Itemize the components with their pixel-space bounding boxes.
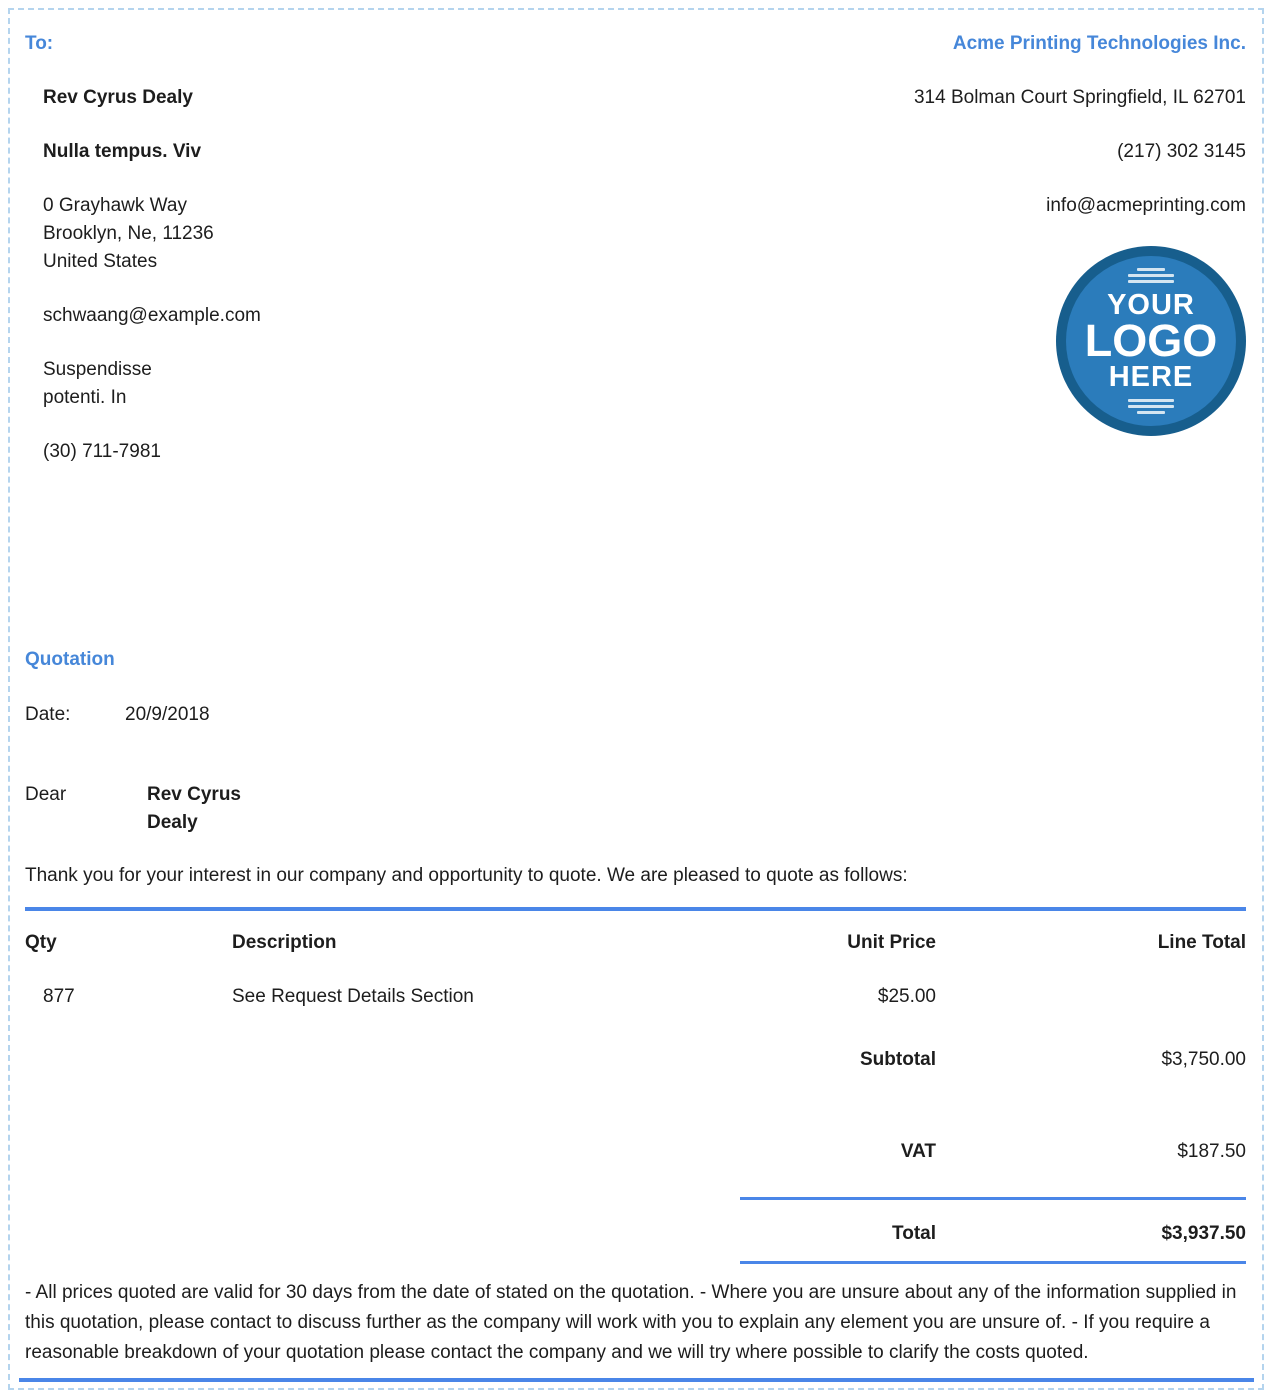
to-label: To: [25,33,54,54]
quotation-document [8,8,1264,1390]
recipient-phone: (30) 711-7981 [43,441,161,462]
recipient-block [25,30,636,492]
logo-text-logo: LOGO [1084,315,1218,366]
salutation-label: Dear [25,784,67,805]
total-label: Total [892,1223,936,1244]
subtotal-value: $3,750.00 [1161,1049,1246,1070]
recipient-organization: Nulla tempus. Viv [43,141,202,162]
recipient-address-line-3: United States [43,251,158,272]
logo-decoration-lines-top [1128,265,1174,286]
table-row [25,983,1246,1011]
total-row [740,1197,1246,1264]
recipient-email: schwaang@example.com [43,305,261,326]
salutation-row [25,781,1246,837]
vat-label: VAT [900,1141,936,1162]
company-block [636,30,1247,492]
company-logo-container [636,246,1247,436]
vat-value: $187.50 [1177,1141,1246,1162]
quotation-section [25,646,1246,890]
company-address: 314 Bolman Court Springfield, IL 62701 [913,87,1246,108]
date-row [25,701,1246,729]
recipient-name: Rev Cyrus Dealy [43,87,193,108]
logo-inner-circle [1066,256,1236,426]
date-value: 20/9/2018 [125,704,210,725]
recipient-note [43,356,636,412]
row-description: See Request Details Section [232,986,474,1007]
row-unit-price: $25.00 [877,986,936,1007]
logo-text-here: HERE [1108,361,1194,393]
quote-table [25,907,1246,1264]
document-header [25,30,1246,492]
company-email: info@acmeprinting.com [1046,195,1246,216]
recipient-address-line-2: Brooklyn, Ne, 11236 [43,223,214,244]
logo-decoration-lines-bottom [1128,396,1174,417]
subtotal-row [740,1046,1246,1074]
intro-text: Thank you for your interest in our company and opportunity to quote. We are pleased to quote as follows: [25,865,908,886]
company-phone: (217) 302 3145 [1117,141,1246,162]
recipient-note-line-2: potenti. In [43,387,127,408]
date-label: Date: [25,704,71,725]
header-unit-price: Unit Price [847,932,936,953]
terms-text: - All prices quoted are valid for 30 days from the date of stated on the quotation. - Where you are unsure about any of the information supplied in this quotation, please contact to discuss further as the company will work with you to explain any element you are unsure of. - If you require a reasonable breakdown of your quotation please contact the company and we will try where possible to clarify the costs quoted. [25,1282,1237,1363]
header-line-total: Line Total [1157,932,1246,953]
footer-divider [19,1378,1254,1382]
vat-row [740,1138,1246,1166]
header-qty: Qty [25,932,57,953]
table-header-row [25,929,1246,957]
recipient-note-line-1: Suspendisse [43,359,152,380]
quotation-title: Quotation [25,649,115,670]
totals-block [740,1046,1246,1264]
row-qty: 877 [43,986,75,1007]
company-name: Acme Printing Technologies Inc. [952,33,1246,54]
salutation-name: Rev Cyrus Dealy [147,784,241,833]
recipient-address [43,192,636,276]
recipient-address-line-1: 0 Grayhawk Way [43,195,187,216]
logo-text-your: YOUR [1107,289,1195,321]
total-value: $3,937.50 [1161,1223,1246,1244]
row-line-total [936,983,1246,1011]
header-description: Description [232,932,337,953]
subtotal-label: Subtotal [860,1049,936,1070]
company-logo [1056,246,1246,436]
